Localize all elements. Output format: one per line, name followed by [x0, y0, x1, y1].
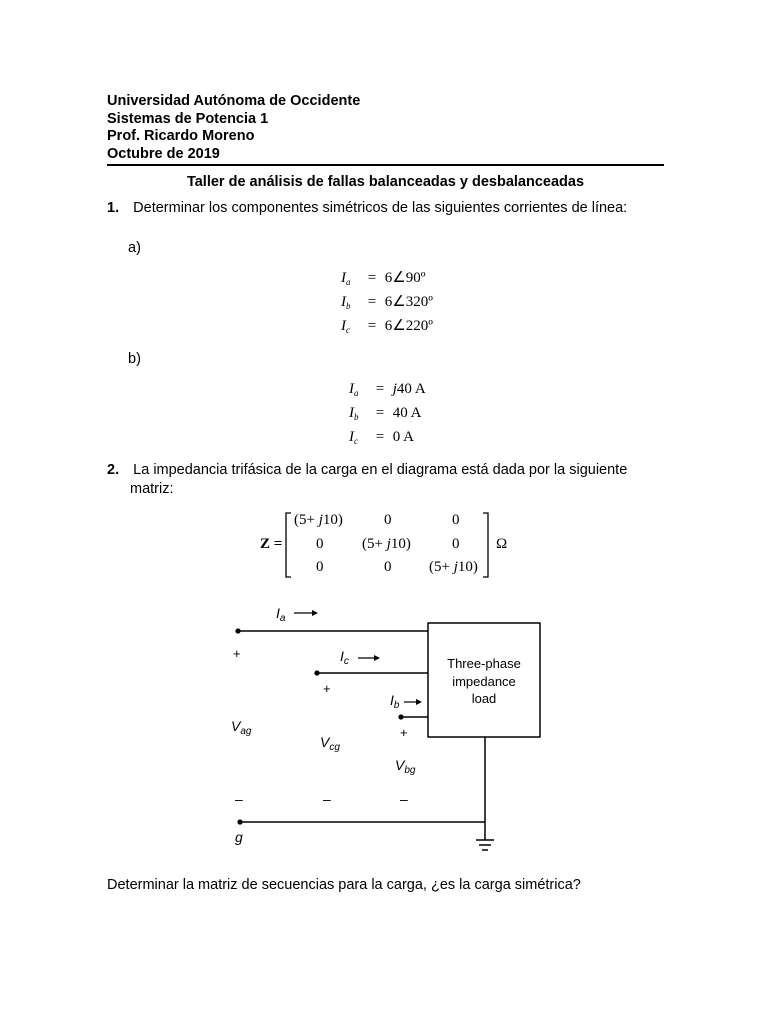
q1-part-a-label: a) [128, 240, 141, 256]
terminal-g [237, 819, 242, 824]
plus-bg: + [400, 725, 408, 740]
load-label-line1: Three-phase [447, 656, 521, 671]
arrow-ic-icon [358, 655, 380, 661]
professor-name: Prof. Ricardo Moreno [107, 128, 255, 144]
matrix-cell: 0 [384, 512, 392, 528]
matrix-cell: 0 [316, 559, 324, 575]
label-ic: $I_c$ [340, 648, 349, 667]
plus-ag: + [233, 646, 241, 661]
page-title: Taller de análisis de fallas balanceadas y desbalanceadas [186, 174, 585, 190]
q1-number: 1. [107, 200, 120, 216]
matrix-cell: 0 [452, 536, 460, 552]
load-label-line2: impedance [452, 674, 516, 689]
arrow-ib-icon [404, 699, 422, 705]
matrix-cell: 0 [452, 512, 460, 528]
arrow-ia-icon [294, 610, 318, 616]
label-vcg: $V_{cg}$ [320, 734, 340, 753]
equation-ic: $I_c$ = 6∠220º [341, 318, 433, 335]
course-name: Sistemas de Potencia 1 [107, 111, 269, 127]
equation-ia: $I_a$ = 6∠90º [341, 270, 426, 287]
label-ib: $I_b$ [390, 692, 400, 711]
plus-cg: + [323, 681, 331, 696]
terminal-b [398, 714, 403, 719]
matrix-cell: (5+ j10) [429, 559, 478, 575]
label-ia: $I_a$ [276, 605, 286, 624]
minus-cg: – [323, 791, 331, 807]
terminal-a [235, 628, 240, 633]
matrix-cell: (5+ j10) [362, 536, 411, 552]
matrix-cell: 0 [316, 536, 324, 552]
equation-ic-b: $I_c = 0$ A [349, 429, 415, 446]
q2-text-line1: La impedancia trifásica de la carga en el diagrama está dada por la siguiente [133, 462, 628, 478]
label-vbg: $V_{bg}$ [395, 757, 416, 776]
label-ground: g [235, 829, 243, 845]
matrix-unit: Ω [496, 536, 508, 552]
q2-text-line2: matriz: [130, 481, 174, 497]
document-date: Octubre de 2019 [107, 146, 220, 162]
equation-ib: $I_b$ = 6∠320º [341, 294, 433, 311]
university-name: Universidad Autónoma de Occidente [107, 93, 361, 109]
matrix-cell: 0 [384, 559, 392, 575]
matrix-cell: (5+ j10) [294, 512, 343, 528]
q2-number: 2. [107, 462, 120, 478]
label-vag: $V_{ag}$ [231, 718, 252, 737]
q1-part-b-label: b) [128, 351, 141, 367]
equation-ia-b: $I_a = j40$ A [349, 381, 426, 398]
q2-question: Determinar la matriz de secuencias para la carga, ¿es la carga simétrica? [107, 877, 581, 893]
terminal-c [314, 670, 319, 675]
minus-ag: – [235, 791, 243, 807]
ground-icon [476, 840, 494, 850]
minus-bg: – [400, 791, 408, 807]
q1-text: Determinar los componentes simétricos de las siguientes corrientes de línea: [133, 200, 628, 216]
matrix-lhs: Z = [260, 536, 283, 552]
equation-ib-b: $I_b = 40$ A [349, 405, 422, 422]
load-label-line3: load [471, 691, 497, 706]
